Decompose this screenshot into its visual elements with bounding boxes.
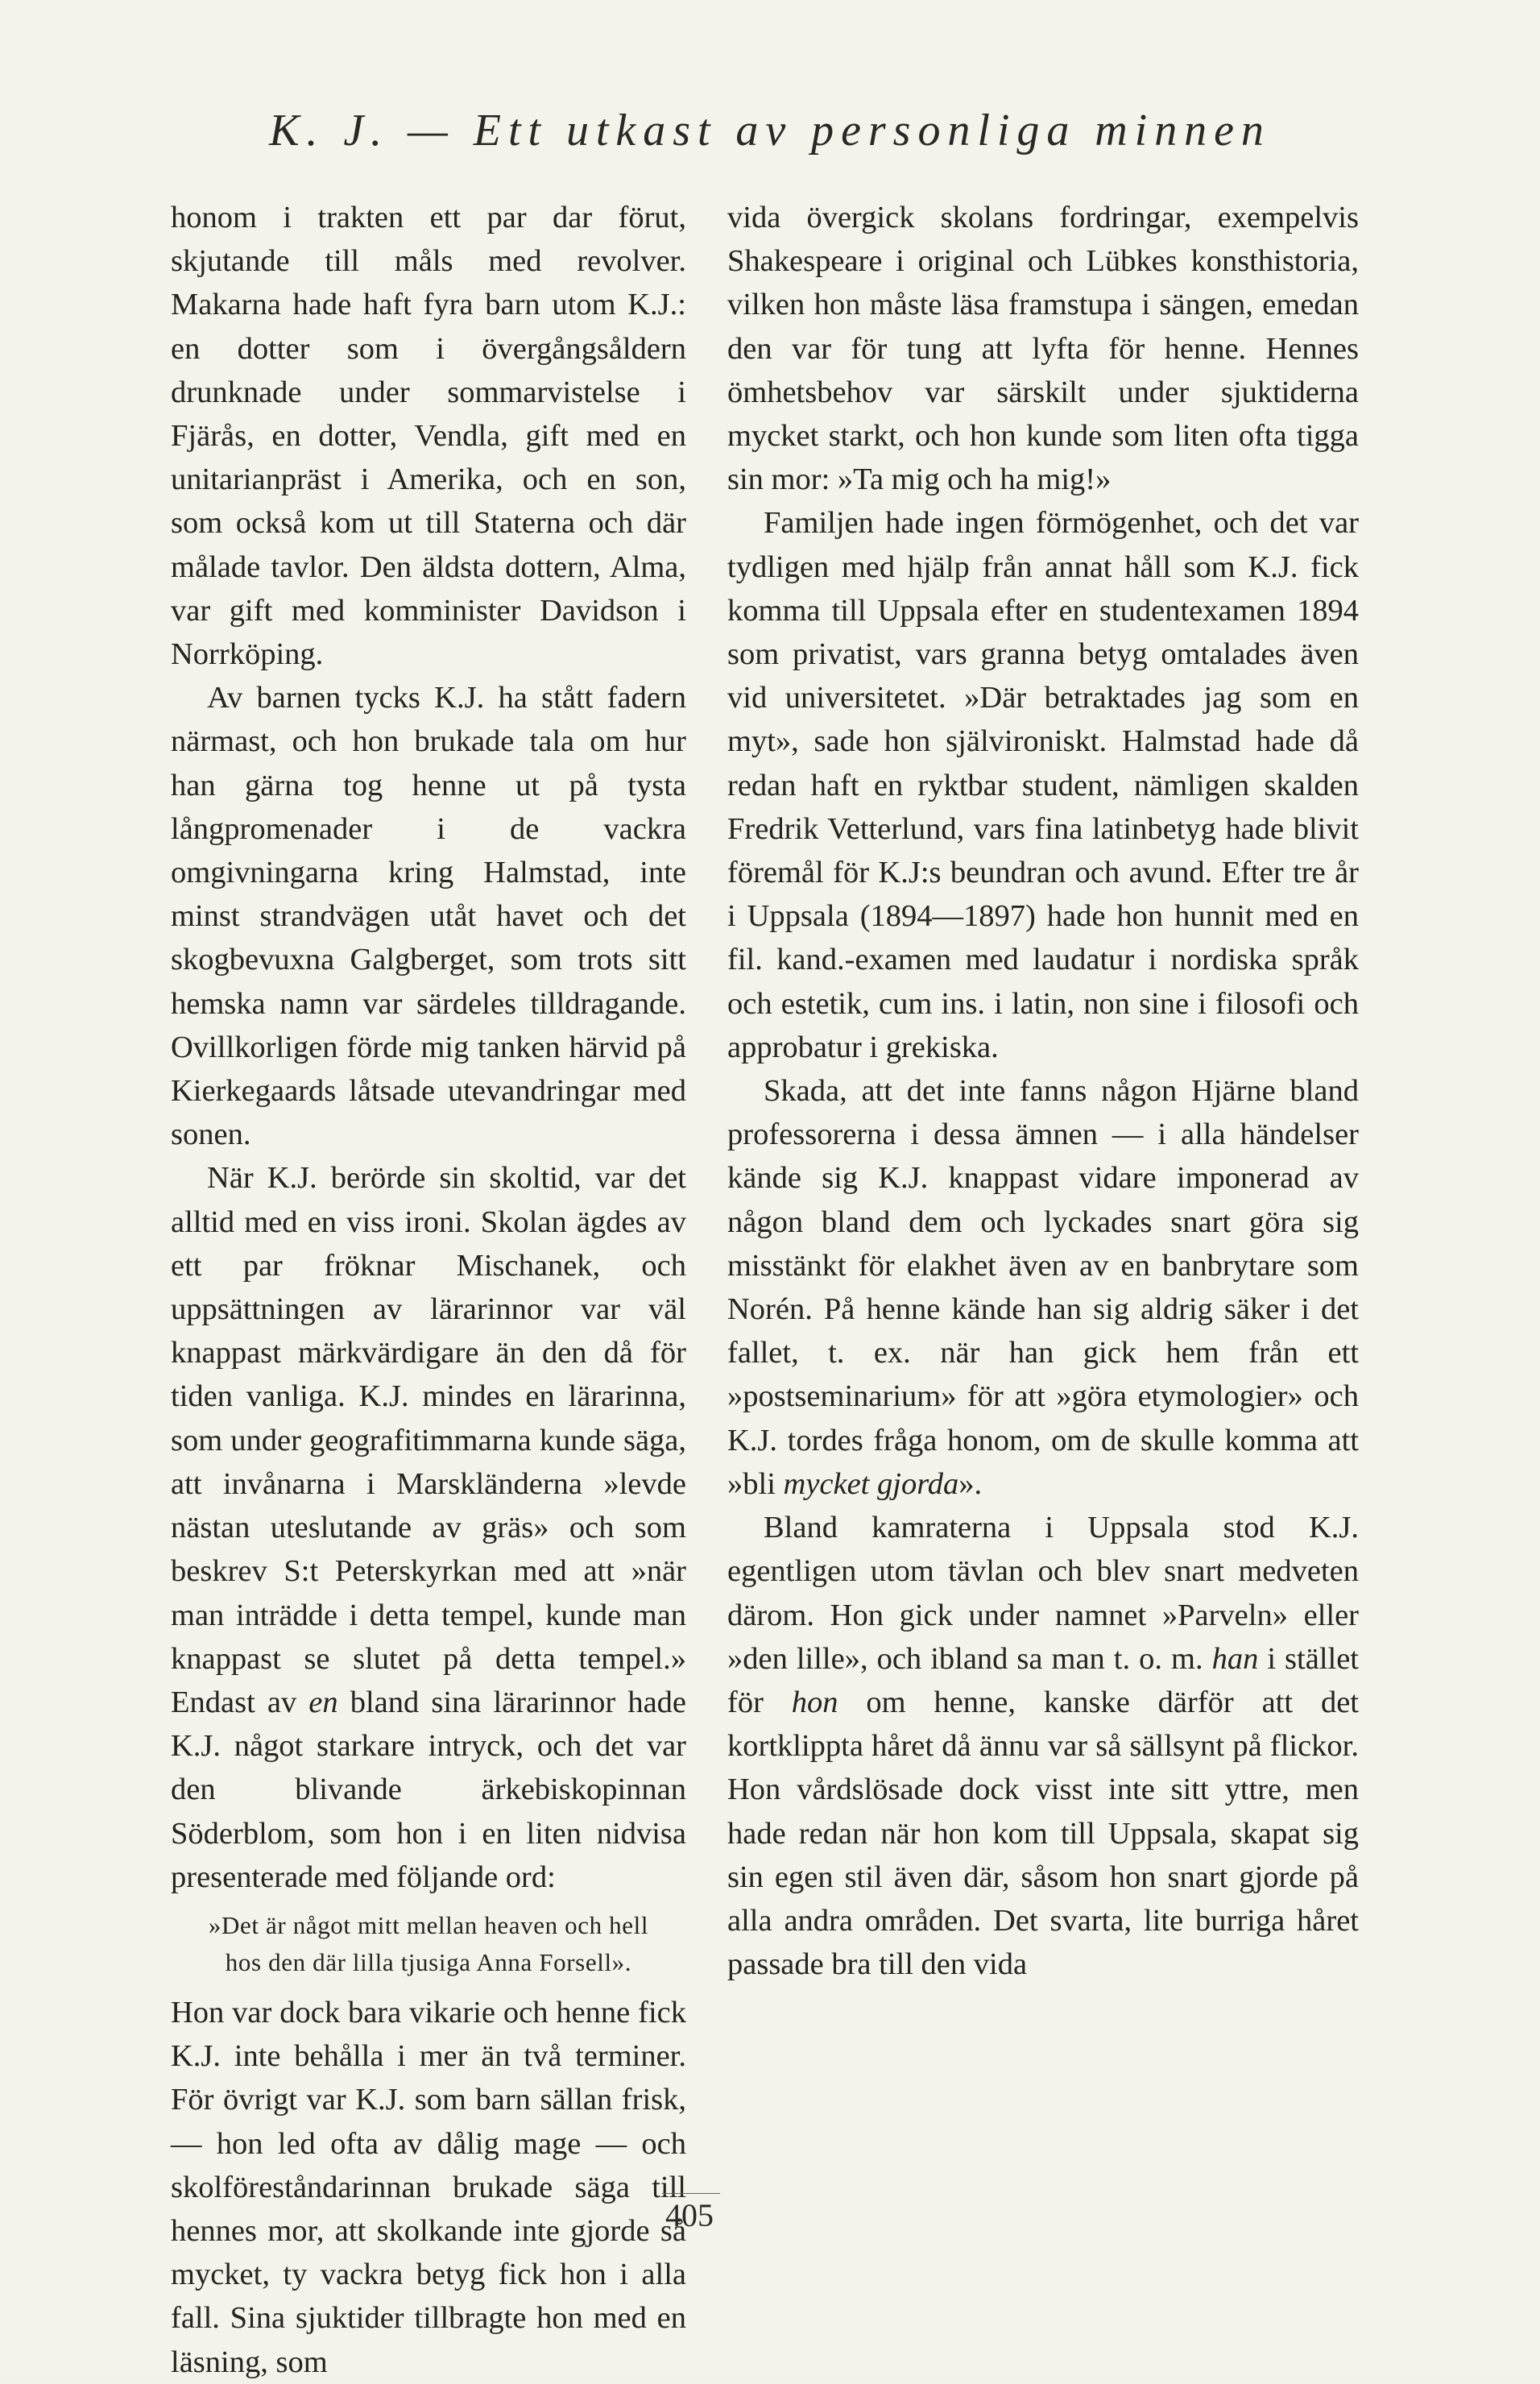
right-paragraph-2: Familjen hade ingen förmögenhet, och det var tydligen med hjälp från annat håll som K.J. fick komma till Uppsala efter en studentexamen 1894 som privatist, vars granna betyg omtalades även vid universitetet. »Där betraktades jag som en myt», sade hon självironiskt. Halmstad hade då redan haft en ryktbar student, nämligen skalden Fredrik Vetterlund, vars fina latinbetyg hade blivit föremål för K.J:s beundran och avund. Efter tre år i Uppsala (1894—1897) hade hon hunnit med en fil. kand.-examen med laudatur i nordiska språk och estetik, cum ins. i latin, non sine i filosofi och approbatur i grekiska. — [727, 506, 1359, 1064]
verse-quote — [171, 1907, 686, 1981]
left-paragraph-3-tail: bland sina lärarinnor hade K.J. något starkare intryck, och det var den blivande ärkebiskopinnan Söderblom, som hon i en liten nidvisa presenterade med följande ord: — [171, 1685, 686, 1894]
page-number-rule — [662, 2193, 720, 2194]
verse-line-2: hos den där lilla tjusiga Anna Forsell». — [225, 1947, 632, 1976]
right-paragraph-4 — [727, 1506, 1359, 1986]
left-paragraph-3-text: När K.J. berörde sin skoltid, var det alltid med en viss ironi. Skolan ägdes av ett par fröknar Mischanek, och uppsättningen av lärarinnor var väl knappast märkvärdigare än den då för tiden vanliga. K.J. mindes en lärarinna, som under geografitimmarna kunde säga, att invånarna i Marskländerna »levde nästan uteslutande av gräs» och som beskrev S:t Peterskyrkan med att »när man inträdde i detta tempel, kunde man knappast se slutet på detta tempel.» Endast av — [171, 1161, 686, 1719]
right-paragraph-3-tail: ». — [958, 1466, 983, 1501]
verse-line-1: »Det är något mitt mellan heaven och hell — [208, 1910, 649, 1939]
right-paragraph-3 — [727, 1069, 1359, 1506]
right-paragraph-4-emphasis-han: han — [1211, 1641, 1259, 1676]
left-paragraph-3-emphasis: en — [308, 1685, 338, 1719]
right-paragraph-4-mid: i stället för — [727, 1641, 1359, 1719]
left-paragraph-3 — [171, 1156, 686, 1898]
left-paragraph-1: honom i trakten ett par dar förut, skjutande till måls med revolver. Makarna hade haft fyra barn utom K.J.: en dotter som i övergångsåldern drunknade under sommarvistelse i Fjärås, en dotter, Vendla, gift med en unitarianpräst i Amerika, och en son, som också kom ut till Staterna och där målade tavlor. Den äldsta dottern, Alma, var gift med komminister Davidson i Norrköping. — [171, 201, 686, 672]
right-paragraph-3-emphasis: mycket gjorda — [783, 1466, 959, 1501]
right-column — [727, 196, 1359, 1986]
running-header: K. J. — Ett utkast av personliga minnen — [269, 106, 1271, 155]
left-paragraph-4: Hon var dock bara vikarie och henne fick K.J. inte behålla i mer än två terminer. För övrigt var K.J. som barn sällan frisk, — hon led ofta av dålig mage — och skolföreståndarinnan brukade säga till hennes mor, att skolkande inte gjorde så mycket, ty vackra betyg fick hon i alla fall. Sina sjuktider tillbragte hon med en läsning, som — [171, 1995, 686, 2379]
right-paragraph-4-tail: om henne, kanske därför att det kortklippta håret då ännu var så sällsynt på flickor. Hon vårdslösade dock visst inte sitt yttre, men hade redan när hon kom till Uppsala, skapat sig sin egen stil även där, såsom hon snart gjorde på alla andra områden. Det svarta, lite burriga håret passade bra till den vida — [727, 1685, 1359, 1982]
right-paragraph-3-text: Skada, att det inte fanns någon Hjärne bland professorerna i dessa ämnen — i alla händelser kände sig K.J. knappast vidare imponerad av någon bland dem och lyckades snart göra sig misstänkt för elakhet även av en banbrytare som Norén. På henne kände han sig aldrig säker i det fallet, t. ex. när han gick hem från ett »postseminarium» för att »göra etymologier» och K.J. tordes fråga honom, om de skulle komma att »bli — [727, 1074, 1359, 1501]
page-number: 405 — [665, 2197, 714, 2233]
right-paragraph-4-emphasis-hon: hon — [791, 1685, 838, 1719]
left-column — [171, 196, 686, 2384]
right-paragraph-4-text: Bland kamraterna i Uppsala stod K.J. egentligen utom tävlan och blev snart medveten därom. Hon gick under namnet »Parveln» eller »den lille», och ibland sa man t. o. m. — [727, 1511, 1359, 1676]
left-paragraph-2: Av barnen tycks K.J. ha stått fadern närmast, och hon brukade tala om hur han gärna tog henne ut på tysta långpromenader i de vackra omgivningarna kring Halmstad, inte minst strandvägen utåt havet och det skogbevuxna Galgberget, som trots sitt hemska namn var särdeles tilldragande. Ovillkorligen förde mig tanken härvid på Kierkegaards låtsade utevandringar med sonen. — [171, 681, 686, 1152]
right-paragraph-1: vida övergick skolans fordringar, exempelvis Shakespeare i original och Lübkes konsthistoria, vilken hon måste läsa framstupa i sängen, emedan den var för tung att lyfta för henne. Hennes ömhetsbehov var särskilt under sjuktiderna mycket starkt, och hon kunde som liten ofta tigga sin mor: »Ta mig och ha mig!» — [727, 201, 1359, 497]
